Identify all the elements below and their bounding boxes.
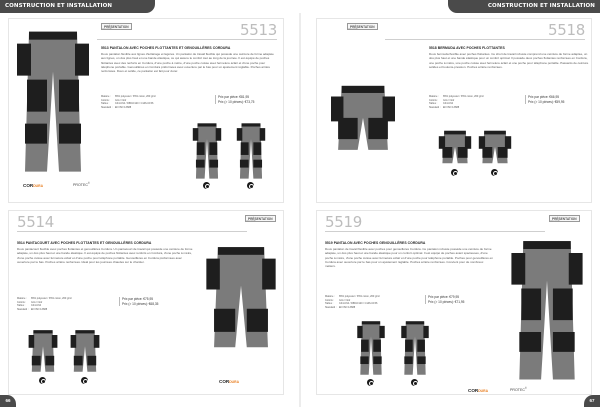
spec-label-standard: Standard : <box>429 105 441 109</box>
size-badge-icon <box>81 377 88 384</box>
product-code: 5518 <box>548 21 585 39</box>
product-code: 5514 <box>17 213 54 231</box>
price-unit: Prix par pièce: €75,95 <box>122 297 154 301</box>
spec-label-standard: Standard : <box>325 305 337 309</box>
code-rule <box>385 39 585 40</box>
price-unit: Prix par pièce: €66,95 <box>528 95 560 99</box>
size-badge-icon <box>411 379 418 386</box>
product-image-5518-back <box>477 127 513 167</box>
spec-label-coloris: Coloris : <box>429 98 439 102</box>
size-badge-icon <box>491 169 498 176</box>
price-bulk: Prix (> 10 pièces): €68,35 <box>122 301 159 306</box>
product-prices <box>119 297 191 306</box>
spec-coloris: Gris / Noir <box>31 300 43 304</box>
product-card-5518 <box>316 18 592 203</box>
left-header: CONSTRUCTION ET INSTALLATION <box>0 0 155 13</box>
product-title: 5513 PANTALON AVEC POCHES FLOTTANTES ET GENOUILLÈRES CORDURA <box>101 46 231 50</box>
presentation-label: PRÉSENTATION <box>101 23 132 30</box>
product-specs <box>101 95 213 109</box>
spec-tailles: C44-C64 / D88-D120 / C146-C156 <box>339 302 378 306</box>
product-description: Doux pantalon flexible aux lignes d'éclairage et légères. Un pantalon de travail flexible qui possède une ceinture de forme adaptée aux lignes, un dos plus haut et une bande élastique, ce qui assure le confort tout au long de la journée. Il est équipé de poches flottantes avec des renforts en Cordura, d'une poche à mètre, d'une poche cuisse avec fermeture éclair et d'une poche pour téléphone portable. Genouillères en Cordura préformées avec ouverture par le bas pour un ajustement réglable. Poches arrière renforcées. Doux et solide, ce pantalon est fait pour durer. <box>101 52 274 74</box>
product-card-5519 <box>316 210 592 395</box>
size-badge-icon <box>247 182 254 189</box>
product-title: 5518 BERMUDA AVEC POCHES FLOTTANTES <box>429 46 505 50</box>
presentation-label: PRÉSENTATION <box>245 215 276 222</box>
spec-label-matiere: Matière : <box>101 95 111 98</box>
product-image-5514 <box>201 243 281 353</box>
spec-tailles: C44-C64 <box>443 102 454 106</box>
spec-label-matiere: Matière : <box>325 295 335 298</box>
product-specs <box>325 295 421 309</box>
spec-standard: EN ISO 13688 <box>443 105 460 109</box>
spec-label-tailles: Tailles : <box>17 304 26 308</box>
spec-label-coloris: Coloris : <box>101 98 111 102</box>
code-rule <box>17 231 247 232</box>
spec-coloris: Gris / Noir <box>115 98 127 102</box>
size-badge-icon <box>203 182 210 189</box>
price-unit: Prix par pièce: €81,95 <box>218 95 250 99</box>
product-title: 5519 PANTALON AVEC POCHES GENOUILLÈRES CORDURA <box>325 241 426 245</box>
code-rule <box>97 39 277 40</box>
page-spine <box>299 13 301 407</box>
protec-logo: PROTEC® <box>73 183 90 188</box>
product-prices <box>525 95 589 104</box>
spec-tailles: C44-C64 / D88-D120 / C146-C156 <box>115 102 154 106</box>
product-code: 5519 <box>325 213 362 231</box>
product-description: Doux bermuda flexible avec poches flottantes. Ce short de travail robuste comprend une ceinture de forme adaptée, un dos plus haut et une bande élastique pour un confort optimal. Il possède deux poches flottantes renforcées en Cordura, une poche à mètre, une poche cuisse avec fermeture éclair et une poche pour téléphone portable. Passants de ceinture solides et boutons-pression. Poches arrière renforcées. <box>429 52 589 69</box>
cordura-logo: CORDURA <box>219 379 240 384</box>
price-unit: Prix par pièce: €79,95 <box>428 295 460 299</box>
product-card-5514 <box>8 210 284 395</box>
spec-label-matiere: Matière : <box>429 95 439 98</box>
page-number-right: 67 <box>584 395 600 407</box>
spec-label-tailles: Tailles : <box>325 302 334 306</box>
protec-logo: PROTEC® <box>510 388 527 393</box>
product-image-5519 <box>505 237 589 387</box>
spec-matiere: 65% polyester / 35% coton, 260 g/m² <box>339 295 380 298</box>
product-description: Doux pantalon de travail flexible avec poches pour genouillères Cordura. Ce pantalon robuste possède une ceinture de forme adaptée, un dos plus haut et une bande élastique pour un confort optimal. Il est équipé de poches avant spacieuses, d'une poche à mètre, d'une poche cuisse avec fermeture éclair et d'une poche pour téléphone portable. Poches pour genouillères en Cordura avec ouverture par le bas pour un ajustement réglable. Poches arrière renforcées. Convient pour de nombreux métiers. <box>325 247 493 269</box>
presentation-label: PRÉSENTATION <box>347 23 378 30</box>
product-specs <box>429 95 523 109</box>
product-prices <box>425 295 495 304</box>
spec-label-tailles: Tailles : <box>101 102 110 106</box>
product-image-5514-front <box>27 327 59 375</box>
page-number-left: 66 <box>0 395 16 407</box>
size-badge-icon <box>451 169 458 176</box>
spec-tailles: C44-C64 <box>31 304 42 308</box>
spec-coloris: Gris / Noir <box>339 298 351 302</box>
brand-logos-bottom <box>468 388 527 393</box>
price-bulk: Prix (> 10 pièces): €71,95 <box>428 299 465 304</box>
price-bulk: Prix (> 10 pièces): €59,95 <box>528 99 565 104</box>
product-title: 5514 PANTACOURT AVEC POCHES FLOTTANTES ET GENOUILLÈRES CORDURA <box>17 241 152 245</box>
brand-logos <box>219 379 239 384</box>
spec-standard: EN ISO 13688 <box>115 105 132 109</box>
spec-matiere: 65% polyester / 35% coton, 260 g/m² <box>115 95 156 98</box>
product-image-5514-back <box>69 327 101 375</box>
spec-label-tailles: Tailles : <box>429 102 438 106</box>
product-prices <box>215 95 281 104</box>
presentation-sub: PROJOB <box>549 220 560 223</box>
product-image-5519-back <box>397 319 433 377</box>
product-image-5513-front <box>187 121 227 181</box>
spec-matiere: 65% polyester / 35% coton, 260 g/m² <box>31 297 72 300</box>
spec-label-coloris: Coloris : <box>17 300 27 304</box>
presentation-sub: PROJOB <box>101 28 112 31</box>
presentation-sub: PROJOB <box>245 220 256 223</box>
size-badge-icon <box>39 377 46 384</box>
code-rule <box>325 231 545 232</box>
spec-matiere: 65% polyester / 35% coton, 260 g/m² <box>443 95 484 98</box>
spec-label-matiere: Matière : <box>17 297 27 300</box>
cordura-logo: CORDURA <box>468 388 489 393</box>
price-bulk: Prix (> 10 pièces): €73,75 <box>218 99 255 104</box>
product-image-5518 <box>323 69 403 159</box>
spec-coloris: Gris / Noir <box>443 98 455 102</box>
spec-label-coloris: Coloris : <box>325 298 335 302</box>
spec-standard: EN ISO 13688 <box>339 305 356 309</box>
brand-logos <box>23 183 90 188</box>
product-card-5513 <box>8 18 284 203</box>
spec-label-standard: Standard : <box>101 105 113 109</box>
product-description: Doux pantacourt flexible avec poches flottantes et genouillères Cordura. Un pantacourt de travail qui possède une ceinture de forme adaptée, un dos plus haut et une bande élastique. Il est équipé de poches flottantes avec renforts en Cordura, d'une poche à mètre, d'une poche cuisse avec fermeture éclair et d'une poche pour téléphone portable. Genouillères en Cordura préformées avec ouverture par le bas. Poches arrière renforcées. Idéal pour les journées chaudes sur le chantier. <box>17 247 193 264</box>
cordura-logo: CORDURA <box>23 183 44 188</box>
spec-standard: EN ISO 13688 <box>31 307 48 311</box>
product-image-5519-front <box>353 319 389 377</box>
presentation-sub: PROJOB <box>347 28 358 31</box>
product-image-5513-back <box>231 121 271 181</box>
presentation-label: PRÉSENTATION <box>549 215 580 222</box>
right-header: CONSTRUCTION ET INSTALLATION <box>448 0 600 13</box>
size-badge-icon <box>367 379 374 386</box>
product-specs <box>17 297 115 311</box>
product-code: 5513 <box>240 21 277 39</box>
product-image-5518-front <box>437 127 473 167</box>
spec-label-standard: Standard : <box>17 307 29 311</box>
